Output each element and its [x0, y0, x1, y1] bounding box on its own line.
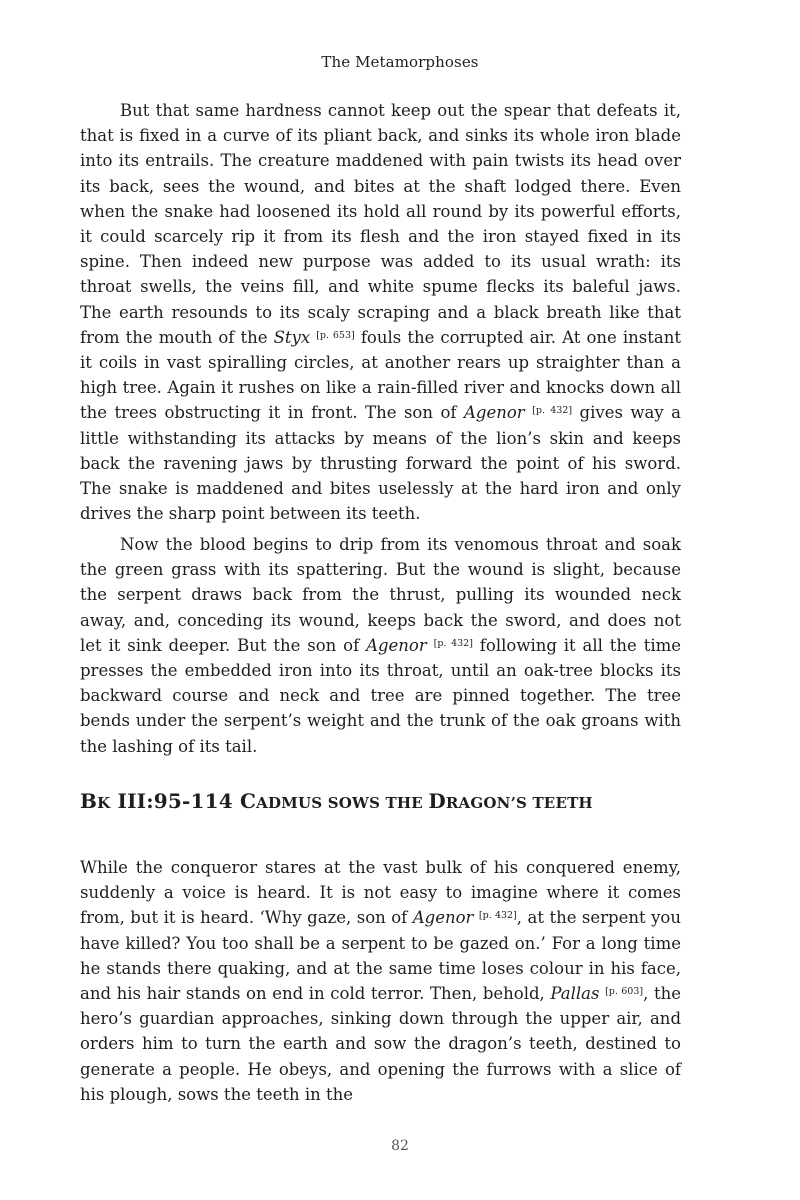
proper-name-styx: Styx — [273, 327, 311, 347]
page-reference[interactable]: [p. 432] — [532, 405, 573, 417]
page-number: 82 — [391, 1138, 409, 1154]
page-reference[interactable]: [p. 603] — [605, 986, 644, 998]
paragraph-text: , at the serpent you have killed? You too shall be a serpent to be gazed on.’ For a long time he stands there quaking, and at the same time loses colour in his face, and his hair stands on end in cold terror. Then, behold, — [80, 908, 681, 1004]
page-reference[interactable]: [p. 432] — [478, 910, 517, 922]
paragraph-text: , the hero’s guardian approaches, sinking down through the upper air, and orders him to turn the earth and sow the dragon’s teeth, destined to generate a people. He obeys, and opening the furrows with a slice of his plough, sows the teeth in the — [80, 984, 681, 1104]
running-title: The Metamorphoses — [321, 53, 479, 71]
body-paragraph-3 — [80, 855, 681, 1107]
paragraph-text: following it all the time presses the embedded iron into its throat, until an oak-tree blocks its backward course and neck and tree are pinned together. The tree bends under the serpent’s weight and the trunk of the oak groans with the lashing of its tail. — [80, 635, 682, 756]
body-paragraph-2 — [80, 532, 681, 759]
proper-name-agenor: Agenor — [366, 635, 427, 655]
body-paragraph-1 — [80, 98, 681, 526]
paragraph-text: fouls the corrupted air. At one instant it coils in vast spiralling circles, at another rears up straighter than a high tree. Again it rushes on like a rain-filled river and knocks down all the trees obstructing it in front. The son of — [80, 327, 681, 423]
paragraph-text: Now the blood begins to drip from its venomous throat and soak the green grass with its spattering. But the wound is slight, because the serpent draws back from the thrust, pulling its wounded neck away, and, conceding its wound, keeps back the sword, and does not let it sink deeper. But the son of — [80, 535, 681, 655]
paragraph-text: While the conqueror stares at the vast bulk of his conquered enemy, suddenly a voice is heard. It is not easy to imagine where it comes from, but it is heard. ‘Why gaze, son of — [80, 858, 681, 928]
proper-name-pallas: Pallas — [550, 984, 600, 1004]
paragraph-text: gives way a little withstanding its attacks by means of the lion’s skin and keeps back the ravening jaws by thrusting forward the point of his sword. The snake is maddened and bites uselessly at the hard iron and only drives the sharp point between its teeth. — [80, 403, 681, 524]
proper-name-agenor: Agenor — [463, 403, 525, 423]
page-reference[interactable]: [p. 653] — [316, 329, 355, 341]
page-reference[interactable]: [p. 432] — [433, 637, 473, 649]
section-heading: BK III:95-114 CADMUS SOWS THE DRAGON’S TEETH — [80, 789, 593, 813]
paragraph-text: But that same hardness cannot keep out the spear that defeats it, that is fixed in a curve of its pliant back, and sinks its whole iron blade into its entrails. The creature maddened with pain twists its head over its back, sees the wound, and bites at the shaft lodged there. Even when the snake had loosened its hold all round by its powerful efforts, it could scarcely rip it from its flesh and the iron stayed fixed in its spine. Then indeed new purpose was added to its usual wrath: its throat swells, the veins fill, and white spume flecks its baleful jaws. The earth resounds to its scaly scraping and a black breath like that from the mouth of the — [80, 101, 681, 347]
proper-name-agenor: Agenor — [412, 908, 474, 928]
